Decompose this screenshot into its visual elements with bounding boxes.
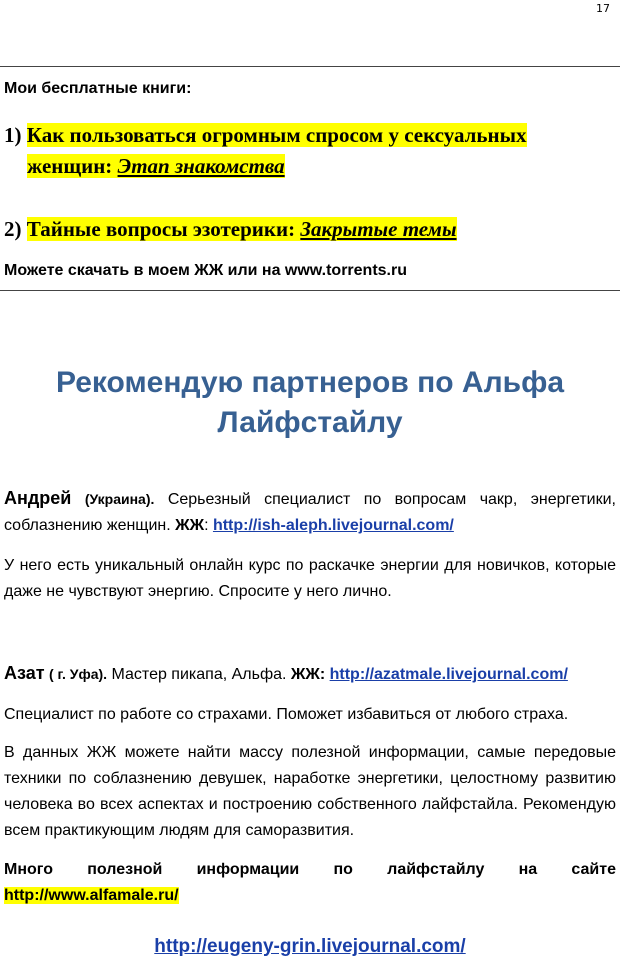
- more-word: на: [518, 861, 538, 878]
- partner-2-info: В данных ЖЖ можете найти массу полезной информации, самые передовые техники по соблазнению девушек, наработке энергетики, целостному развитию человека во всех аспектах и построению собственного лайфстайла. Рекомендую всем практикующим людям для саморазвития.: [4, 744, 616, 839]
- book-1-title-line2: [27, 152, 285, 181]
- more-word: Много: [4, 861, 53, 878]
- partner-1-course: У него есть уникальный онлайн курс по раскачке энергии для новичков, которые даже не чувствуют энергию. Спросите у него лично.: [4, 557, 616, 600]
- page-number: 17: [596, 2, 610, 15]
- more-word: полезной: [87, 861, 163, 878]
- more-word: сайте: [571, 861, 616, 878]
- more-word: по: [333, 861, 353, 878]
- section-title-line1: Рекомендую партнеров по Альфа: [55, 366, 565, 399]
- partner-1-desc: Серьезный специалист по вопросам чакр, энергетики, соблазнению женщин.: [4, 491, 616, 534]
- section-title-line2: Лайфстайлу: [217, 406, 403, 439]
- more-info-line: [4, 857, 616, 909]
- partner-2-speciality: Специалист по работе со страхами. Поможет избавиться от любого страха.: [4, 706, 569, 723]
- books-heading: Мои бесплатные книги:: [4, 80, 192, 97]
- partner-2-lj-link[interactable]: http://azatmale.livejournal.com/: [329, 666, 568, 683]
- partner-2-name: Азат: [4, 663, 45, 683]
- partner-1-region: (Украина).: [84, 491, 155, 507]
- book-1-text: Как пользоваться огромным спросом у сексуальных: [26, 123, 527, 147]
- book-1-title: [4, 121, 527, 150]
- bottom-divider: [0, 290, 620, 291]
- footer-link[interactable]: http://eugeny-grin.livejournal.com/: [154, 936, 466, 957]
- partner-2-region: ( г. Уфа).: [49, 666, 108, 682]
- download-note: Можете скачать в моем ЖЖ или на www.torrents.ru: [4, 262, 407, 279]
- partner-1-lj-link[interactable]: http://ish-aleph.livejournal.com/: [212, 517, 454, 534]
- partner-1-name: Андрей: [4, 488, 72, 508]
- more-word: лайфстайлу: [387, 861, 485, 878]
- book-1-text-line2: женщин:: [27, 154, 118, 178]
- partner-1-lj-label: ЖЖ: [175, 517, 205, 534]
- more-info-words: [4, 857, 616, 883]
- book-2-prefix: 2): [4, 217, 22, 241]
- section-title: [0, 363, 620, 443]
- partner-1-intro: Андрей (Украина). Серьезный специалист по вопросам чакр, энергетики, соблазнению женщин. ЖЖ: http://ish-aleph.livejournal.com/: [4, 488, 616, 534]
- book-2-title: [4, 215, 457, 244]
- footer: [0, 936, 620, 958]
- book-2-text: Тайные вопросы эзотерики:: [26, 217, 301, 241]
- partner-2-desc: Мастер пикапа, Альфа.: [107, 666, 291, 683]
- partner-2-intro: [4, 660, 616, 688]
- partner-2-lj-label: ЖЖ:: [290, 666, 326, 683]
- top-divider: [0, 66, 620, 67]
- book-1-subtitle: Этап знакомства: [117, 154, 285, 178]
- more-word: информации: [196, 861, 300, 878]
- book-1-prefix: 1): [4, 123, 22, 147]
- book-2-subtitle: Закрытые темы: [300, 217, 457, 241]
- site-link[interactable]: http://www.alfamale.ru/: [4, 887, 179, 904]
